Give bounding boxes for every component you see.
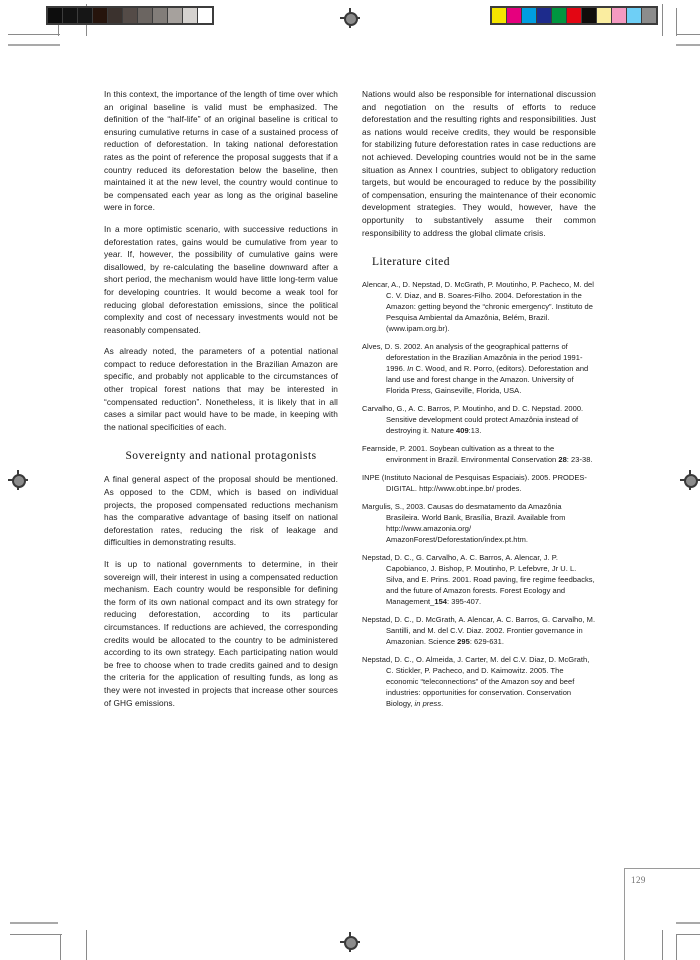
body-paragraph: Nations would also be responsible for international discussion and negotiation on the results of efforts to reduce deforestation and the resulting rights and responsibilities. Just as nations would receive credits, they would be responsible for stabilizing future deforestation rates in case reductions are not achieved. Developing countries would not be in the same situation as Annex I countries, subject to obligatory reduction targets, but would be encouraged to reduce by the possibility of compensation, ensuring the maintenance of their economic development strategies. They would, however, have the opportunity to substantively assume their common responsibility to address the global climate crisis. [362,89,596,238]
right-column [362,88,596,718]
reference-entry: Nepstad, D. C., G. Carvalho, A. C. Barros, A. Alencar, J. P. Capobianco, J. Bishop, P. Moutinho, P. Lefebvre, Jr U. L. Silva, and E. Prins. 2001. Road paving, fire regime feedbacks, and the future of Amazon forests. Forest Ecology and Management_154: 395-407. [362,553,595,607]
reference-entry: Nepstad, D. C., O. Almeida, J. Carter, M. del C.V. Diaz, D. McGrath, C. Stickler, P. Pacheco, and D. Kaimowitz. 2005. The economic “teleconnections” of the Amazon soy and beef industries: opportunities for conservation. Conservation Biology, in press. [362,655,590,709]
reference-entry: Carvalho, G., A. C. Barros, P. Moutinho, and D. C. Nepstad. 2000. Sensitive development could protect Amazônia instead of destroying it. Nature 409:13. [362,404,584,436]
section-heading-literature-cited: Literature cited [372,256,450,269]
reference-entry: Alencar, A., D. Nepstad, D. McGrath, P. Moutinho, P. Pacheco, M. del C. V. Diaz, and B. Soares-Filho. 2004. Deforestation in the Amazon: getting beyond the “chronic emergency”. Instituto de Pesquisa Ambiental da Amazônia, Belém, Brazil. (www.ipam.org.br). [362,280,594,334]
body-paragraph: In this context, the importance of the length of time over which an original baseline is valid must be emphasized. The definition of the “half-life” of an original baseline is critical to ensuring cumulative returns in case of a sustained process of reduction of deforestation. In taking national deforestation rates as the point of reference the proposal suggests that if a country reduced its deforestation below the baseline, then maintained it at the new level, the country would continue to be compensated each year as long as the original baseline were in force. [104,89,338,213]
reference-entry: INPE (Instituto Nacional de Pesquisas Espaciais). 2005. PRODES-DIGITAL. http://www.obt.inpe.br/ prodes. [362,473,587,494]
reference-entry: Alves, D. S. 2002. An analysis of the geographical patterns of deforestation in the Brazilian Amazônia in the period 1991-1996. In C. Wood, and R. Porro, (editors). Deforestation and land use and forest change in the Amazon. University of Florida Press, Gainseville, Florida, USA. [362,342,589,396]
reference-entry: Nepstad, D. C., D. McGrath, A. Alencar, A. C. Barros, G. Carvalho, M. Santilli, and M. del C.V. Diaz. 2002. Frontier governance in Amazonian. Science 295: 629-631. [362,615,596,647]
body-paragraph: As already noted, the parameters of a potential national compact to reduce deforestation in the Brazilian Amazon are specific, and probably not applicable to the circumstances of other tropical forest nations that may be interested in “compensated reduction”. Nonetheless, it is likely that in all cases a similar pact would have to be made, in keeping with the national specificities of each. [104,346,338,432]
reference-entry: Margulis, S., 2003. Causas do desmatamento da Amazônia Brasileira. World Bank, Brasília, Brazil. Available from http://www.amazonia.org/ AmazonForest/Deforestation/index.pt.htm. [362,502,566,545]
body-paragraph: It is up to national governments to determine, in their sovereign will, their interest in using a compensated reduction mechanism. Each country would be responsible for defining the form of its own national compact and its own strategy for reducing deforestation, according to its particular circumstances. If reductions are achieved, the corresponding credits would be allocated to the country to be administered according to its own strategy. Each participating nation would be free to choose when to trade credits gained and to design the criteria for the application of resulting funds, as long as they were not invested in projects that increase other sources of GHG emissions. [104,559,338,708]
section-heading-sovereignty: Sovereignty and national protagonists [125,450,317,463]
reference-entry: Fearnside, P. 2001. Soybean cultivation as a threat to the environment in Brazil. Environmental Conservation 28: 23-38. [362,444,593,465]
page-number-box [624,868,700,960]
left-column [104,88,338,718]
body-paragraph: A final general aspect of the proposal should be mentioned. As opposed to the CDM, which is based on individual projects, the proposed compensated reductions mechanism has the comparative advantage of basing itself on national deforestation rates, reducing the risk of leakage and difficulties in demonstrating results. [104,474,338,548]
body-paragraph: In a more optimistic scenario, with successive reductions in deforestation rates, gains would be cumulative from year to year. If, however, the possibility of cumulative gains were disallowed, by re-calculating the baseline downward after a short period, the mechanism would have little long-term value for developing countries. It would become a weak tool for reducing global deforestation emissions, since the political complexity and cost of necessary investments would not be reasonably compensated. [104,223,338,335]
reference-list [362,279,596,709]
page-number: 129 [631,875,646,885]
two-column-text-body [104,88,596,718]
